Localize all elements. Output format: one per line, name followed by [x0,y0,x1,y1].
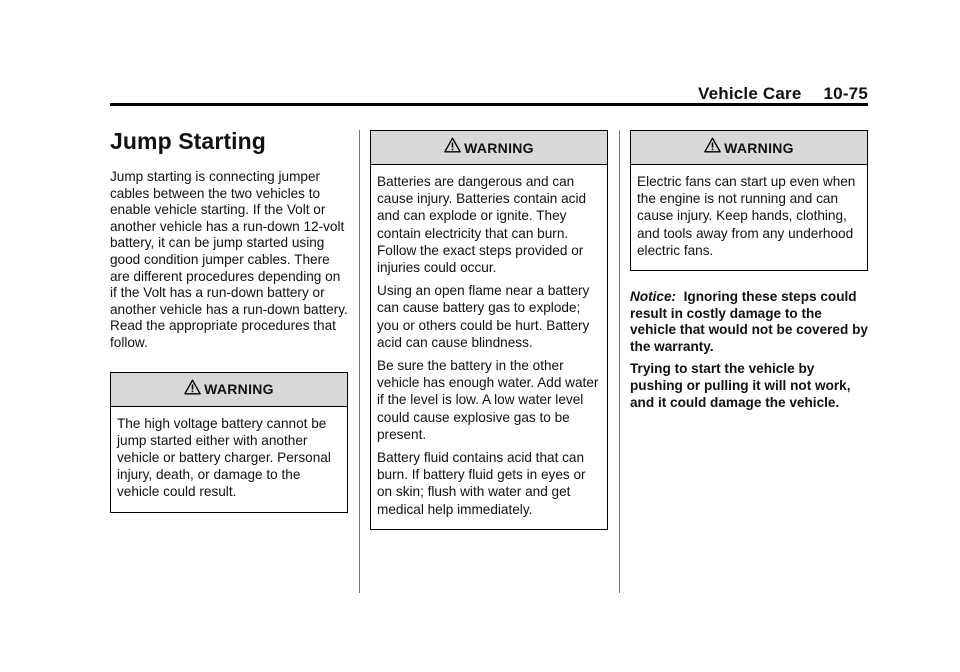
notice-label: Notice: [630,289,677,305]
warning-body [631,165,867,270]
warning-paragraph: Batteries are dangerous and can cause injury. Batteries contain acid and can explode or ignite. They contain electricity that can burn. Follow the exact steps provided or injuries could occur. [377,174,587,276]
intro-paragraph: Jump starting is connecting jumper cables between the two vehicles to enable vehicle starting. If the Volt or another vehicle has a run-down 12-volt battery, it can be jump started using good condition jumper cables. There are different procedures depending on if the Volt has a run-down battery or another vehicle has a run-down battery. Read the appropriate procedures that follow. [110,169,348,350]
warning-paragraph: Be sure the battery in the other vehicle has enough water. Add water if the level is low. A low water level could cause explosive gas to be present. [377,358,599,442]
page-number: 10-75 [823,84,868,103]
warning-paragraph: The high voltage battery cannot be jump started either with another vehicle or battery charger. Personal injury, death, or damage to the vehicle could result. [117,415,331,500]
column-divider [359,130,360,593]
warning-label: WARNING [724,139,794,156]
warning-paragraph: Using an open flame near a battery can cause battery gas to explode; you or others could be hurt. Battery acid can cause blindness. [377,283,590,350]
warning-box [630,130,868,271]
header-title [698,84,868,104]
page-header [110,86,868,104]
column-3 [630,130,868,411]
warning-label: WARNING [464,139,534,156]
warning-icon [704,137,721,153]
final-paragraph: Trying to start the vehicle by pushing or pulling it will not work, and it could damage the vehicle. [630,361,851,410]
header-rule [110,103,868,106]
warning-body [371,165,607,529]
warning-header [631,131,867,165]
section-name: Vehicle Care [697,84,802,103]
notice-paragraph [630,289,868,355]
notice-text: Ignoring these steps could result in costly damage to the vehicle that would not be covered by the warranty. [630,289,868,354]
warning-paragraph: Battery fluid contains acid that can burn. If battery fluid gets in eyes or on skin; flush with water and get medical help immediately. [377,450,586,517]
warning-paragraph: Electric fans can start up even when the engine is not running and can cause injury. Keep hands, clothing, and tools away from any underhood electric fans. [637,174,856,258]
warning-box [110,372,348,513]
column-divider [619,130,620,593]
warning-icon [184,379,201,395]
column-1 [110,128,348,513]
warning-header [111,373,347,407]
warning-header [371,131,607,165]
warning-icon [444,137,461,153]
column-2 [370,130,608,530]
warning-box [370,130,608,530]
warning-body [111,407,347,512]
warning-label: WARNING [204,381,274,398]
page-title: Jump Starting [110,128,266,154]
